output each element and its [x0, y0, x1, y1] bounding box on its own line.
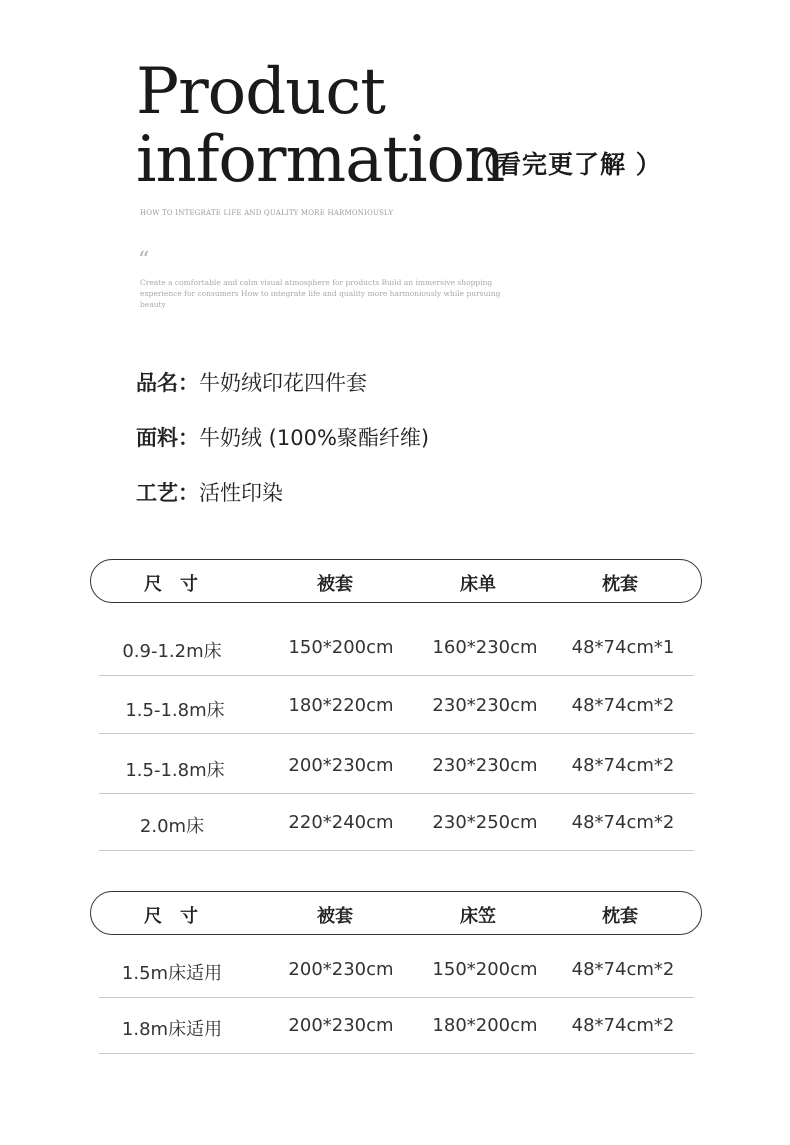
- row-divider: [99, 997, 694, 998]
- table-cell: 48*74cm*1: [571, 637, 675, 658]
- table-cell: 230*230cm: [432, 695, 538, 716]
- table2-header-duvet: 被套: [317, 906, 353, 927]
- description: Create a comfortable and calm visual atmosphere for products Build an immersive shopping experience for consumers How to integrate life and quality more harmoniously while pursuing beauty: [140, 278, 501, 309]
- name-value: 牛奶绒印花四件套: [199, 371, 367, 395]
- info-row-craft: [136, 477, 283, 507]
- table-cell: 1.5-1.8m床: [125, 700, 225, 721]
- table1-header-size: 尺 寸: [144, 574, 198, 595]
- craft-value: 活性印染: [199, 481, 283, 505]
- table-cell: 150*200cm: [288, 637, 394, 658]
- table-cell: 200*230cm: [288, 1015, 394, 1036]
- table-cell: 230*230cm: [432, 755, 538, 776]
- table1-header-duvet: 被套: [317, 574, 353, 595]
- name-label: 品名：: [136, 371, 199, 395]
- info-row-name: [136, 367, 367, 397]
- table-cell: 48*74cm*2: [571, 959, 675, 980]
- title-line-2: information: [136, 123, 505, 197]
- tagline: HOW TO INTEGRATE LIFE AND QUALITY MORE HARMONIOUSLY: [140, 209, 394, 217]
- table-cell: 48*74cm*2: [571, 1015, 675, 1036]
- table-cell: 150*200cm: [432, 959, 538, 980]
- table1-header-pillow: 枕套: [602, 574, 638, 595]
- row-divider: [99, 1053, 694, 1054]
- row-divider: [99, 850, 694, 851]
- fabric-label: 面料：: [136, 426, 199, 450]
- table-cell: 220*240cm: [288, 812, 394, 833]
- table-cell: 200*230cm: [288, 755, 394, 776]
- table2-header-size: 尺 寸: [144, 906, 198, 927]
- table-cell: 180*200cm: [432, 1015, 538, 1036]
- table-cell: 0.9-1.2m床: [122, 641, 222, 662]
- row-divider: [99, 793, 694, 794]
- table2-header-pillow: 枕套: [602, 906, 638, 927]
- table-cell: 1.5-1.8m床: [125, 760, 225, 781]
- table-cell: 200*230cm: [288, 959, 394, 980]
- title-line-1: Product: [136, 55, 385, 129]
- table-cell: 1.5m床适用: [121, 963, 223, 984]
- table-cell: 230*250cm: [432, 812, 538, 833]
- table-cell: 1.8m床适用: [121, 1019, 223, 1040]
- quote-icon: “: [138, 248, 150, 273]
- craft-label: 工艺：: [136, 481, 199, 505]
- table1-header-sheet: 床单: [460, 574, 496, 595]
- fabric-value: 牛奶绒 (100%聚酯纤维): [199, 426, 430, 450]
- table-cell: 48*74cm*2: [571, 755, 675, 776]
- table-cell: 180*220cm: [288, 695, 394, 716]
- table-cell: 2.0m床: [139, 816, 205, 837]
- subtitle-cn: （看完更了解 ）: [470, 150, 662, 179]
- row-divider: [99, 675, 694, 676]
- table-cell: 48*74cm*2: [571, 695, 675, 716]
- table-cell: 160*230cm: [432, 637, 538, 658]
- table2-header-fitted: 床笠: [460, 906, 496, 927]
- row-divider: [99, 733, 694, 734]
- info-row-fabric: [136, 422, 429, 452]
- table-cell: 48*74cm*2: [571, 812, 675, 833]
